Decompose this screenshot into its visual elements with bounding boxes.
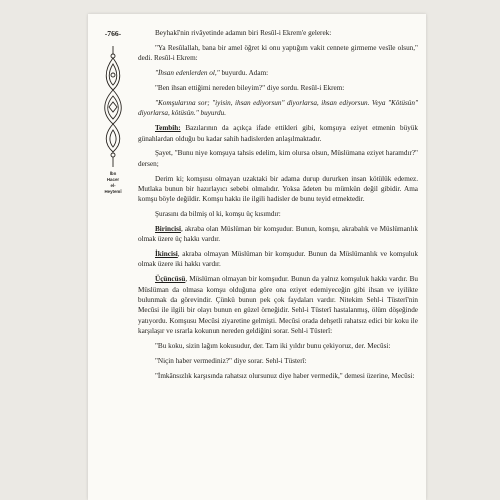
text-run: Şurasını da bilmiş ol ki, komşu üç kısımdır: xyxy=(155,210,281,219)
side-title xyxy=(94,171,132,195)
paragraph xyxy=(138,224,418,245)
bold-term: İkincisi xyxy=(155,250,178,259)
paragraph xyxy=(138,28,418,38)
text-run: Bazılarının da açıkça ifade ettikleri gibi, komşuya eziyet etmenin büyük günahlardan olduğu bu kadar sahih hadislerden anlaşılmaktadır. xyxy=(138,124,418,143)
text-run: , akraba olan Müslüman bir komşudur. Bunun, komşu, akrabalık ve Müslümanlık olmak üzere üç hakkı vardır. xyxy=(138,225,418,244)
paragraph xyxy=(138,174,418,205)
text-run: Beyhakî'nin rivâyetinde adamın biri Resûl-i Ekrem'e gelerek: xyxy=(155,29,332,37)
paragraph xyxy=(138,341,418,351)
side-title-line: Hacer xyxy=(106,177,120,182)
text-run: "İmkânsızlık karşısında rahatsız olursunuz diye haber vermedik," demesi üzerine, Mecûsi: xyxy=(155,371,415,380)
bold-term: Tembih: xyxy=(155,124,181,133)
paragraph xyxy=(138,148,418,169)
side-title-line: el- xyxy=(110,183,116,188)
paragraph xyxy=(138,123,418,144)
text-run: "Komşularına sor; "iyisin, ihsan ediyorsun" diyorlarsa, ihsan ediyorsun. Veya "Kötüsün" diyorlarsa, kötüsün." buyurdu. xyxy=(138,99,418,118)
side-title-line: Heytemî xyxy=(104,189,122,194)
text-run: "İhsan edenlerden ol," xyxy=(155,69,220,78)
text-run: Derim ki; komşusu olmayan uzaktaki bir adama durup dururken insan kötülük edemez. Mutlaka bunun bir hazırlayıcı sebebi olmalıdır. Yoksa âdeten bu mümkün değil gibidir. Ama komşu böyle değildir. Komşu hakkı ile ilgili hadisler de bunu teyid etmektedir. xyxy=(138,174,418,204)
paragraph xyxy=(138,356,418,366)
text-run: "Ya Resûlallah, bana bir amel öğret ki onu yaptığım vakit cennete girmeme vesîle olsun," dedi. Resûl-i Ekrem: xyxy=(138,44,418,63)
bold-term: Üçüncüsü xyxy=(155,275,186,284)
ornament-icon xyxy=(100,46,126,168)
bold-term: Birincisi xyxy=(155,225,181,233)
paragraph xyxy=(138,98,418,119)
text-run: , Müslüman olmayan bir komşudur. Bunun da yalnız komşuluk hakkı vardır. Bu Müslüman da olmasa komşu olduğuna göre ona eziyet edemiyeceğin gibi ihsan ve iyilikte bulunmak da görevindir. Çünkü bunun pek çok faydaları vardır. Nitekim Sehl-i Tüsterî'nin Mecûsi ile ilgili bir olayı bunun en güzel örneğidir. Sehl-i Tüsterî hastalanmış, ölüm döşeğinde yatıyordu. Komşusu Mecûsi ziyaretine gelmişti. Mecûsi orada dehşetli rahatsız edici bir koku ile karşılaşır ve ısrarla kokunun nereden geldiğini sorar. Sehl-i Tüsterî: xyxy=(138,275,418,335)
paragraph xyxy=(138,43,418,64)
paragraph xyxy=(138,249,418,270)
side-title-line: İbn xyxy=(109,171,117,176)
text-run: Şayet, "Bunu niye komşuya tahsis edelim, kim olursa olsun, Müslümana eziyet haramdır?" dersen; xyxy=(138,149,418,168)
paragraph xyxy=(138,371,418,381)
page-number: -766- xyxy=(104,29,122,38)
book-page xyxy=(88,14,426,500)
body-text xyxy=(138,28,418,385)
text-run: buyurdu. Adam: xyxy=(219,69,269,78)
paragraph xyxy=(138,83,418,93)
paragraph xyxy=(138,68,418,78)
paragraph xyxy=(138,274,418,336)
text-run: "Niçin haber vermediniz?" diye sorar. Sehl-i Tüsterî: xyxy=(155,356,307,365)
text-run: "Ben ihsan ettiğimi nereden bileyim?" diye sordu. Resûl-i Ekrem: xyxy=(155,84,345,93)
paragraph xyxy=(138,209,418,219)
page-margin xyxy=(88,14,134,500)
text-run: , akraba olmayan Müslüman bir komşudur. Bunun da Müslümanlık ve komşuluk olmak üzere iki hakkı vardır. xyxy=(138,250,418,269)
text-run: "Bu koku, sizin lağım kokusudur, der. Tam iki yıldır bunu çekiyoruz, der. Mecûsi: xyxy=(155,341,391,350)
